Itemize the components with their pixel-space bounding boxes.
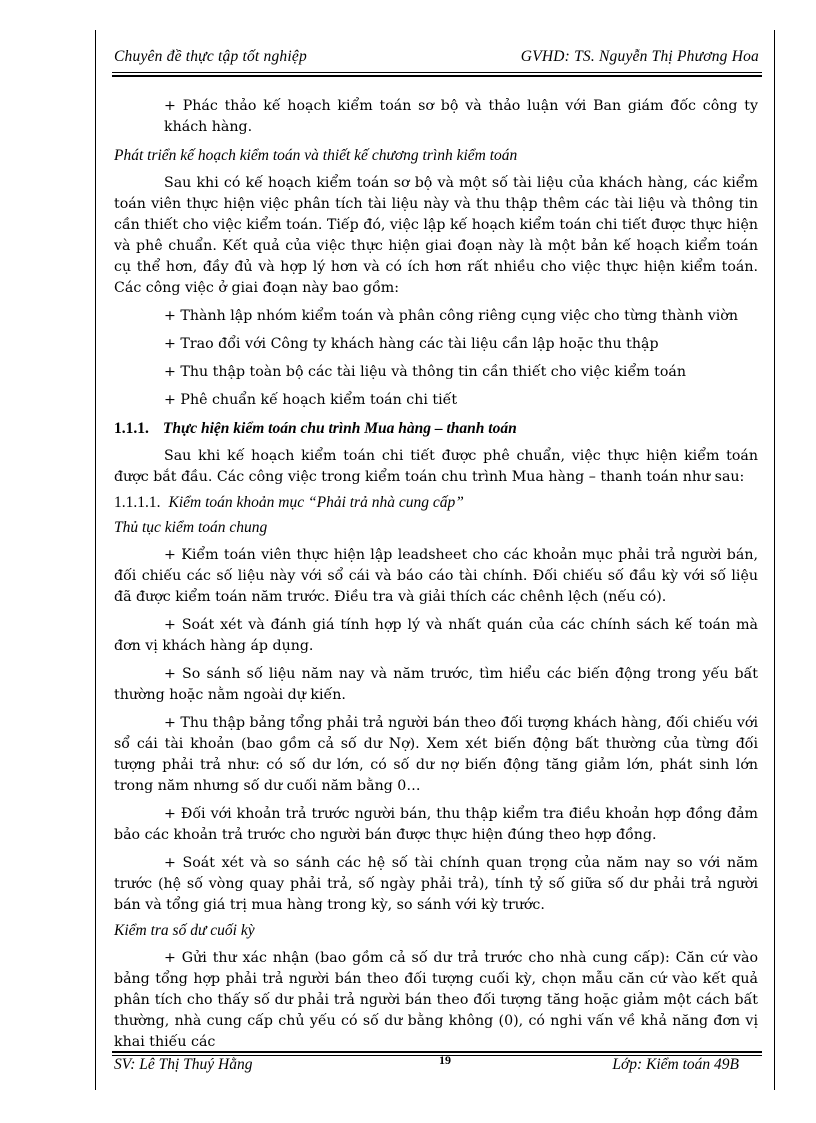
section-number: 1.1.1. [114, 420, 149, 437]
section-heading-1-1-1 [114, 418, 758, 439]
paragraph-payable-summary: + Thu thập bảng tổng phải trả người bán theo đối tượng khách hàng, đối chiếu với sổ cái tài khoản (bao gồm cả số dư Nợ). Xem xét biến động bất thường của từng đối tượng phải trả như: có số dư lớn, có số dư nợ biến động tăng giảm lớn, phát sinh lớn trong năm nhưng số dư cuối năm bằng 0… [114, 715, 758, 794]
bullet-item: + Thu thập toàn bộ các tài liệu và thông tin cần thiết cho việc kiểm toán [164, 364, 686, 380]
page-footer [114, 1056, 739, 1074]
heading-plan-development: Phát triển kế hoạch kiểm toán và thiết kế chương trình kiểm toán [114, 147, 518, 164]
paragraph-plan-draft: + Phác thảo kế hoạch kiểm toán sơ bộ và thảo luận với Ban giám đốc công ty khách hàng. [164, 98, 758, 135]
footer-student: SV: Lê Thị Thuý Hằng [114, 1056, 253, 1073]
section-title: Thực hiện kiểm toán chu trình Mua hàng – thanh toán [162, 420, 517, 437]
heading-general-procedures: Thủ tục kiểm toán chung [114, 519, 268, 536]
bullet-item: + Phê chuẩn kế hoạch kiểm toán chi tiết [164, 392, 458, 408]
paragraph-confirmation: + Gửi thư xác nhận (bao gồm cả số dư trả trước cho nhà cung cấp): Căn cứ vào bảng tổng hợp phải trả người bán theo đối tượng cuối kỳ, chọn mẫu căn cứ vào kết quả phân tích cho thấy số dư phải trả người bán theo đối tượng tăng hoặc giảm một cách bất thường, nhà cung cấp chủ yếu có số dư bằng không (0), có nghi vấn về khả năng đơn vị khai thiếu các [114, 950, 758, 1050]
bullet-item: + Trao đổi với Công ty khách hàng các tài liệu cần lập hoặc thu thập [164, 336, 659, 352]
paragraph-policy-review: + Soát xét và đánh giá tính hợp lý và nhất quán của các chính sách kế toán mà đơn vị khách hàng áp dụng. [114, 617, 758, 654]
subsection-title: Kiểm toán khoản mục “Phải trả nhà cung cấp” [168, 494, 464, 511]
header-rule [112, 72, 762, 73]
paragraph-execution: Sau khi kế hoạch kiểm toán chi tiết được phê chuẩn, việc thực hiện kiểm toán được bắt đầu. Các công việc trong kiểm toán chu trình Mua hàng – thanh toán như sau: [114, 448, 758, 485]
paragraph-ratio-review: + Soát xét và so sánh các hệ số tài chính quan trọng của năm nay so với năm trước (hệ số vòng quay phải trả, số ngày phải trả), tính tỷ số giữa số dư phải trả người bán và tổng giá trị mua hàng trong kỳ, so sánh với kỳ trước. [114, 855, 758, 913]
paragraph-prepayment: + Đối với khoản trả trước người bán, thu thập kiểm tra điều khoản hợp đồng đảm bảo các khoản trả trước cho người bán được thực hiện đúng theo hợp đồng. [114, 806, 758, 843]
footer-class: Lớp: Kiểm toán 49B [612, 1056, 739, 1073]
page-header [114, 48, 759, 66]
bullet-item: + Thành lập nhóm kiểm toán và phân công riêng cụng việc cho từng thành viờn [164, 308, 738, 324]
paragraph-year-comparison: + So sánh số liệu năm nay và năm trước, tìm hiểu các biến động trong yếu bất thường hoặc nằm ngoài dự kiến. [114, 666, 758, 703]
page-number: 19 [439, 1053, 451, 1067]
paragraph-plan-detail: Sau khi có kế hoạch kiểm toán sơ bộ và một số tài liệu của khách hàng, các kiểm toán viên thực hiện việc phân tích tài liệu này và thu thập thêm các tài liệu và thông tin cần thiết cho việc kiểm toán. Tiếp đó, việc lập kế hoạch kiểm toán chi tiết được thực hiện và phê chuẩn. Kết quả của việc thực hiện giai đoạn này là một bản kế hoạch kiểm toán cụ thể hơn, đầy đủ và hợp lý hơn và có ích hơn rất nhiều cho việc thực hiện kiểm toán. Các công việc ở giai đoạn này bao gồm: [114, 175, 758, 296]
section-heading-1-1-1-1 [114, 492, 758, 513]
header-title: Chuyên đề thực tập tốt nghiệp [114, 48, 307, 65]
header-rule-thick [112, 75, 762, 77]
heading-ending-balance: Kiểm tra số dư cuối kỳ [114, 922, 255, 939]
header-advisor: GVHD: TS. Nguyễn Thị Phương Hoa [520, 48, 759, 65]
paragraph-leadsheet: + Kiểm toán viên thực hiện lập leadsheet cho các khoản mục phải trả người bán, đối chiếu các số liệu này với sổ cái và báo cáo tài chính. Đối chiếu số đầu kỳ với số liệu đã được kiểm toán năm trước. Điều tra và giải thích các chênh lệch (nếu có). [114, 547, 758, 605]
subsection-number: 1.1.1.1. [114, 494, 161, 511]
document-body [114, 96, 758, 1053]
